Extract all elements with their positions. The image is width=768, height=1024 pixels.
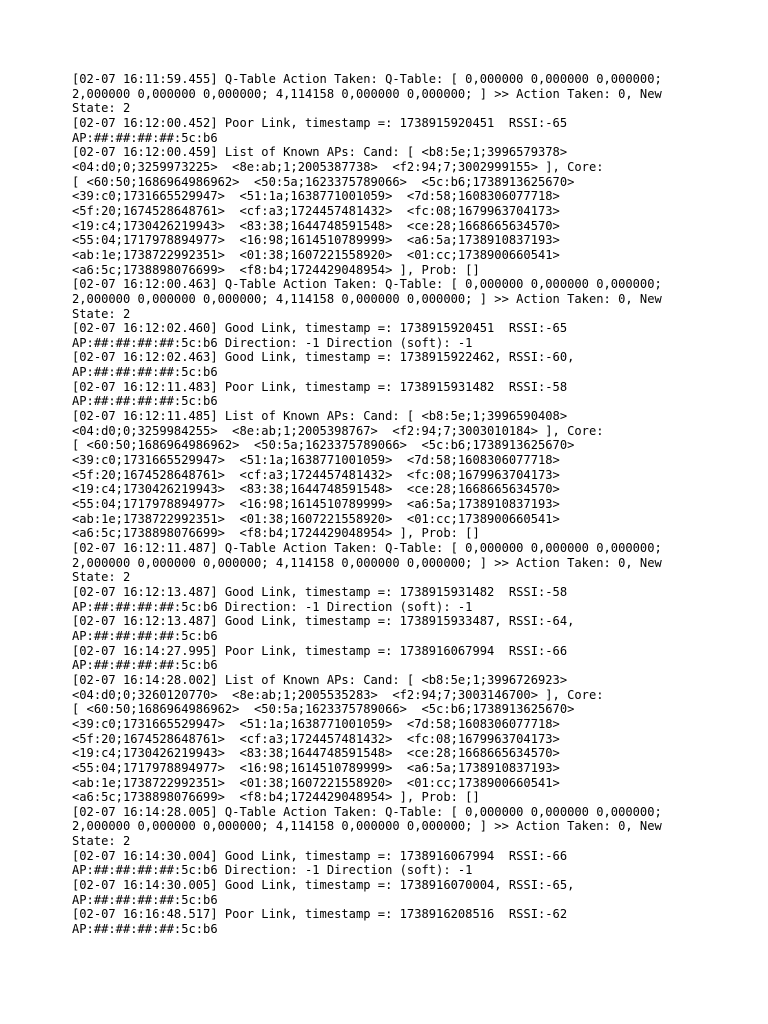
log-line: 2,000000 0,000000 0,000000; 4,114158 0,000000 0,000000; ] >> Action Taken: 0, New xyxy=(72,291,662,306)
log-line: State: 2 xyxy=(72,570,131,585)
log-line: <ab:1e;1738722992351> <01:38;1607221558920> <01:cc;1738900660541> xyxy=(72,775,560,790)
log-line: <ab:1e;1738722992351> <01:38;1607221558920> <01:cc;1738900660541> xyxy=(72,511,560,526)
log-line: [02-07 16:14:30.005] Good Link, timestamp =: 1738916070004, RSSI:-65, xyxy=(72,878,575,893)
log-line: <39:c0;1731665529947> <51:1a;1638771001059> <7d:58;1608306077718> xyxy=(72,189,560,204)
log-line: [02-07 16:14:28.005] Q-Table Action Taken: Q-Table: [ 0,000000 0,000000 0,000000; xyxy=(72,804,662,819)
log-line: <55:04;1717978894977> <16:98;1614510789999> <a6:5a;1738910837193> xyxy=(72,497,560,512)
log-line: AP:##:##:##:##:5c:b6 xyxy=(72,365,218,380)
log-line: <04:d0;0;3259984255> <8e:ab;1;2005398767> <f2:94;7;3003010184> ], Core: xyxy=(72,423,604,438)
log-line: <55:04;1717978894977> <16:98;1614510789999> <a6:5a;1738910837193> xyxy=(72,233,560,248)
log-line: <39:c0;1731665529947> <51:1a;1638771001059> <7d:58;1608306077718> xyxy=(72,716,560,731)
log-line: <5f:20;1674528648761> <cf:a3;1724457481432> <fc:08;1679963704173> xyxy=(72,467,560,482)
log-line: <39:c0;1731665529947> <51:1a;1638771001059> <7d:58;1608306077718> xyxy=(72,453,560,468)
log-line: [02-07 16:12:02.463] Good Link, timestamp =: 1738915922462, RSSI:-60, xyxy=(72,350,575,365)
log-line: [02-07 16:12:02.460] Good Link, timestamp =: 1738915920451 RSSI:-65 xyxy=(72,321,568,336)
log-line: [02-07 16:11:59.455] Q-Table Action Taken: Q-Table: [ 0,000000 0,000000 0,000000; xyxy=(72,72,662,86)
log-line: [02-07 16:12:00.459] List of Known APs: Cand: [ <b8:5e;1;3996579378> xyxy=(72,145,568,160)
log-line: State: 2 xyxy=(72,306,131,321)
log-line: [02-07 16:12:11.483] Poor Link, timestamp =: 1738915931482 RSSI:-58 xyxy=(72,379,568,394)
log-line: [02-07 16:14:27.995] Poor Link, timestamp =: 1738916067994 RSSI:-66 xyxy=(72,643,568,658)
log-line: [02-07 16:16:48.517] Poor Link, timestamp =: 1738916208516 RSSI:-62 xyxy=(72,907,568,922)
log-line: State: 2 xyxy=(72,834,131,849)
log-line: [02-07 16:12:13.487] Good Link, timestamp =: 1738915931482 RSSI:-58 xyxy=(72,584,568,599)
log-line: <ab:1e;1738722992351> <01:38;1607221558920> <01:cc;1738900660541> xyxy=(72,247,560,262)
log-line: [ <60:50;1686964986962> <50:5a;1623375789066> <5c:b6;1738913625670> xyxy=(72,702,575,717)
log-line: <19:c4;1730426219943> <83:38;1644748591548> <ce:28;1668665634570> xyxy=(72,218,560,233)
log-line: [ <60:50;1686964986962> <50:5a;1623375789066> <5c:b6;1738913625670> xyxy=(72,438,575,453)
log-line: [02-07 16:14:28.002] List of Known APs: Cand: [ <b8:5e;1;3996726923> xyxy=(72,672,568,687)
log-line: [02-07 16:12:00.452] Poor Link, timestamp =: 1738915920451 RSSI:-65 xyxy=(72,115,568,130)
log-line: [02-07 16:12:00.463] Q-Table Action Taken: Q-Table: [ 0,000000 0,000000 0,000000; xyxy=(72,277,662,292)
log-line: <5f:20;1674528648761> <cf:a3;1724457481432> <fc:08;1679963704173> xyxy=(72,731,560,746)
log-line: <04:d0;0;3259973225> <8e:ab;1;2005387738> <f2:94;7;3002999155> ], Core: xyxy=(72,159,604,174)
log-line: <a6:5c;1738898076699> <f8:b4;1724429048954> ], Prob: [] xyxy=(72,526,480,541)
log-line: AP:##:##:##:##:5c:b6 xyxy=(72,130,218,145)
log-line: <04:d0;0;3260120770> <8e:ab;1;2005535283> <f2:94;7;3003146700> ], Core: xyxy=(72,687,604,702)
log-line: AP:##:##:##:##:5c:b6 Direction: -1 Direction (soft): -1 xyxy=(72,863,473,878)
log-line: 2,000000 0,000000 0,000000; 4,114158 0,000000 0,000000; ] >> Action Taken: 0, New xyxy=(72,555,662,570)
log-line: AP:##:##:##:##:5c:b6 xyxy=(72,394,218,409)
log-line: AP:##:##:##:##:5c:b6 xyxy=(72,922,218,937)
log-line: 2,000000 0,000000 0,000000; 4,114158 0,000000 0,000000; ] >> Action Taken: 0, New xyxy=(72,819,662,834)
log-text xyxy=(72,72,732,937)
log-line: [02-07 16:12:11.487] Q-Table Action Taken: Q-Table: [ 0,000000 0,000000 0,000000; xyxy=(72,541,662,555)
log-line: AP:##:##:##:##:5c:b6 Direction: -1 Direction (soft): -1 xyxy=(72,599,473,614)
log-line: AP:##:##:##:##:5c:b6 xyxy=(72,658,218,673)
log-line: AP:##:##:##:##:5c:b6 xyxy=(72,892,218,907)
log-line: <a6:5c;1738898076699> <f8:b4;1724429048954> ], Prob: [] xyxy=(72,790,480,805)
log-line: AP:##:##:##:##:5c:b6 Direction: -1 Direction (soft): -1 xyxy=(72,335,473,350)
log-line: <5f:20;1674528648761> <cf:a3;1724457481432> <fc:08;1679963704173> xyxy=(72,203,560,218)
log-line: [02-07 16:12:13.487] Good Link, timestamp =: 1738915933487, RSSI:-64, xyxy=(72,614,575,629)
log-line: [02-07 16:12:11.485] List of Known APs: Cand: [ <b8:5e;1;3996590408> xyxy=(72,409,568,424)
log-line: <55:04;1717978894977> <16:98;1614510789999> <a6:5a;1738910837193> xyxy=(72,760,560,775)
log-line: AP:##:##:##:##:5c:b6 xyxy=(72,628,218,643)
log-line: [ <60:50;1686964986962> <50:5a;1623375789066> <5c:b6;1738913625670> xyxy=(72,174,575,189)
log-line: <a6:5c;1738898076699> <f8:b4;1724429048954> ], Prob: [] xyxy=(72,262,480,277)
log-line: <19:c4;1730426219943> <83:38;1644748591548> <ce:28;1668665634570> xyxy=(72,746,560,761)
log-line: <19:c4;1730426219943> <83:38;1644748591548> <ce:28;1668665634570> xyxy=(72,482,560,497)
log-line: State: 2 xyxy=(72,101,131,116)
log-line: 2,000000 0,000000 0,000000; 4,114158 0,000000 0,000000; ] >> Action Taken: 0, New xyxy=(72,86,662,101)
log-line: [02-07 16:14:30.004] Good Link, timestamp =: 1738916067994 RSSI:-66 xyxy=(72,848,568,863)
